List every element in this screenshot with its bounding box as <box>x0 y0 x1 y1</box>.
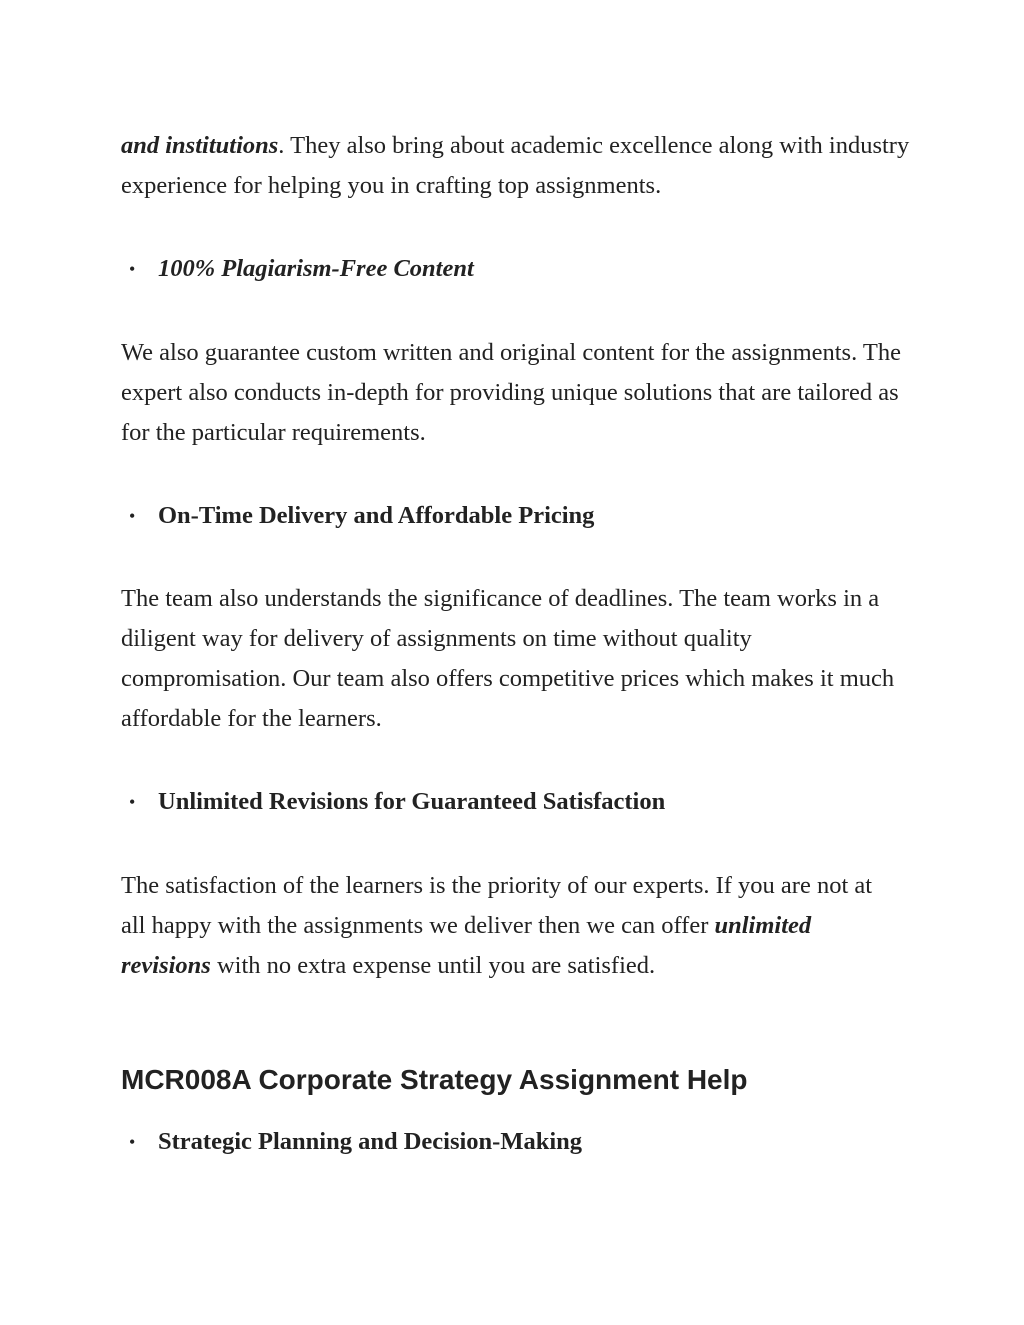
list-item-plagiarism <box>121 249 941 289</box>
intro-emphasis: and institutions <box>121 132 279 159</box>
revisions-paragraph <box>121 866 891 986</box>
bullet-icon: • <box>129 259 136 279</box>
list-item-strategic-planning <box>121 1122 941 1162</box>
section-heading: MCR008A Corporate Strategy Assignment Help <box>121 1064 748 1095</box>
list-item-revisions <box>121 782 941 822</box>
intro-text: . They also bring about academic excellence along with industry experience for helping you in crafting top assignments. <box>121 132 910 199</box>
revisions-emphasis: unlimited revisions <box>121 912 812 979</box>
list-item-delivery <box>121 496 941 536</box>
revisions-bullet-label: Unlimited Revisions for Guaranteed Satisfaction <box>158 788 666 815</box>
delivery-bullet-label: On-Time Delivery and Affordable Pricing <box>158 502 595 529</box>
plagiarism-paragraph: We also guarantee custom written and original content for the assignments. The expert also conducts in-depth for providing unique solutions that are tailored as for the particular requirements. <box>121 339 901 446</box>
bullet-icon: • <box>129 1132 136 1152</box>
revisions-text-before: The satisfaction of the learners is the priority of our experts. If you are not at all happy with the assignments we deliver then we can offer <box>121 872 873 939</box>
strategic-planning-bullet-label: Strategic Planning and Decision-Making <box>158 1128 583 1155</box>
bullet-icon: • <box>129 506 136 526</box>
bullet-icon: • <box>129 792 136 812</box>
intro-paragraph <box>121 126 921 206</box>
plagiarism-bullet-label: 100% Plagiarism-Free Content <box>158 255 474 282</box>
revisions-text-after: with no extra expense until you are satisfied. <box>210 952 656 979</box>
delivery-paragraph: The team also understands the significance of deadlines. The team works in a diligent way for delivery of assignments on time without quality compromisation. Our team also offers competitive prices which makes it much affordable for the learners. <box>121 585 895 732</box>
